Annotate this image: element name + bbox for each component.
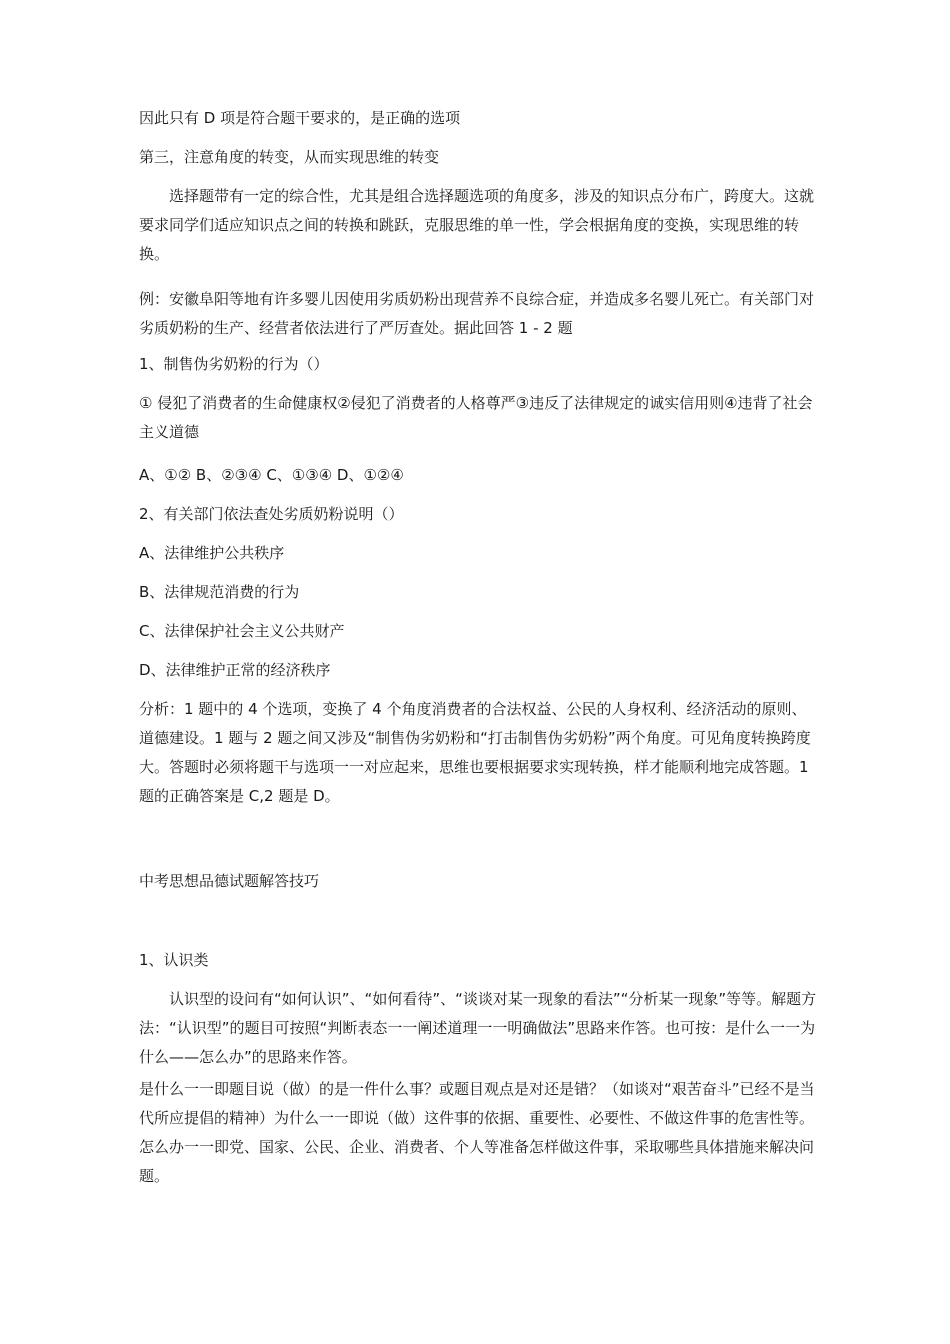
section-heading-third: 第三，注意角度的转变，从而实现思维的转变	[139, 148, 440, 166]
paragraph-cognition-method: 认识型的设问有“如何认识”、“如何看待”、“谈谈对某一现象的看法”“分析某一现象”等等。解题方法：“认识型”的题目可按照“判断表态一一阐述道理一一明确做法”思路来作答。也可按：是什么一一为什么——怎么办”的思路来作答。	[139, 990, 817, 1066]
question-2-option-a: A、法律维护公共秩序	[139, 544, 285, 562]
question-2-option-d: D、法律维护正常的经济秩序	[139, 661, 331, 679]
question-1: 1、制售伪劣奶粉的行为（）	[139, 355, 329, 373]
question-2-option-c: C、法律保护社会主义公共财产	[139, 622, 345, 640]
paragraph-what-why-how: 是什么一一即题目说（做）的是一件什么事？或题目观点是对还是错？（如谈对“艰苦奋斗”已经不是当代所应提倡的精神）为什么一一即说（做）这件事的依据、重要性、必要性、不做这件事的危害性等。怎么办一一即党、国家、公民、企业、消费者、个人等准备怎样做这件事，采取哪些具体措施来解决问题。	[139, 1080, 815, 1185]
question-2-option-b: B、法律规范消费的行为	[139, 583, 300, 601]
paragraph-perspective-shift: 选择题带有一定的综合性，尤其是组合选择题选项的角度多，涉及的知识点分布广，跨度大。这就要求同学们适应知识点之间的转换和跳跃，克服思维的单一性，学会根据角度的变换，实现思维的转换。	[139, 187, 815, 263]
paragraph-example: 例：安徽阜阳等地有许多婴儿因使用劣质奶粉出现营养不良综合症，并造成多名婴儿死亡。有关部门对劣质奶粉的生产、经营者依法进行了严厉查处。据此回答 1 - 2 题	[139, 290, 815, 337]
paragraph-analysis: 分析：1 题中的 4 个选项，变换了 4 个角度消费者的合法权益、公民的人身权利、经济活动的原则、道德建设。1 题与 2 题之间又涉及“制售伪劣奶粉和“打击制售伪劣奶粉”两个角度。可见角度转换跨度大。答题时必须将题干与选项一一对应起来，思维也要根据要求实现转换，样才能顺利地完成答题。1 题的正确答案是 C,2 题是 D。	[139, 700, 811, 805]
text-line-d-option-conclusion: 因此只有 D 项是符合题干要求的，是正确的选项	[139, 109, 461, 127]
section-title-exam-tips: 中考思想品德试题解答技巧	[139, 872, 320, 890]
question-1-statements: ① 侵犯了消费者的生命健康权②侵犯了消费者的人格尊严③违反了法律规定的诚实信用则④违背了社会主义道德	[139, 394, 813, 441]
question-1-options: A、①② B、②③④ C、①③④ D、①②④	[139, 466, 404, 484]
question-2: 2、有关部门依法查处劣质奶粉说明（）	[139, 505, 404, 523]
subsection-heading-cognition: 1、认识类	[139, 951, 209, 969]
